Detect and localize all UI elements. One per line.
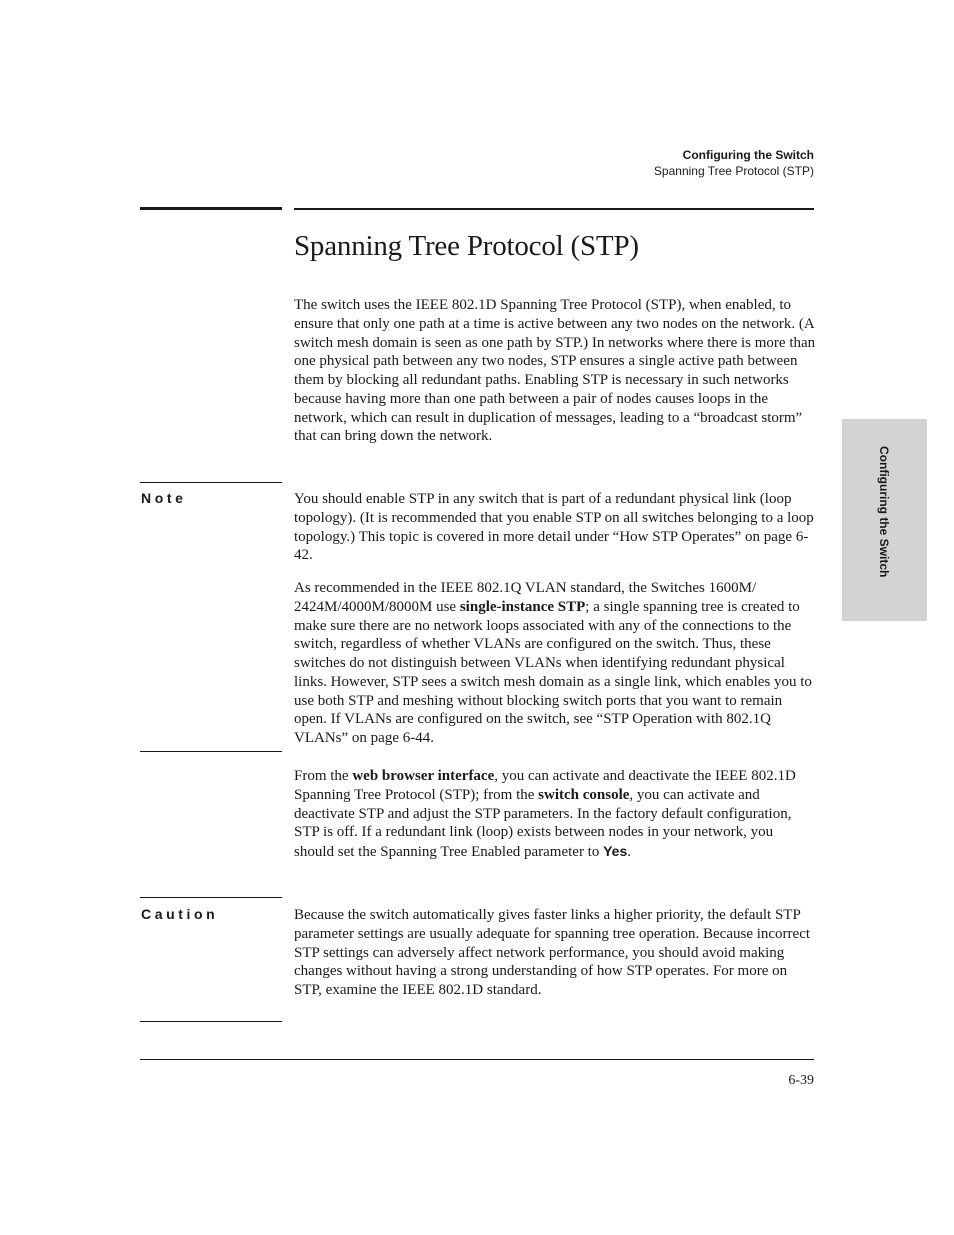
web-interface-paragraph (294, 767, 816, 862)
note-paragraph-1: You should enable STP in any switch that is part of a redundant physical link (loop topology). (It is recommended that you enable STP on all switches belonging to a loop topology.) This topic is covered in more detail under “How STP Operates” on page 6-42. (294, 491, 814, 564)
web-p-bold-1: web browser interface (352, 768, 495, 784)
web-p-bold-2: switch console (538, 786, 630, 803)
note-rule (140, 482, 282, 483)
web-p-text-2: , you can activate and deactivate the IEEE 802.1D Spanning Tree Protocol (STP); from the (294, 768, 796, 803)
intro-paragraph: The switch uses the IEEE 802.1D Spanning Tree Protocol (STP), when enabled, to ensure that only one path at a time is active between any two nodes on the network. (A switch mesh domain is seen as one path by STP.) In networks where there is more than one physical path between any two nodes, STP ensures a single active path between them by blocking all redundant paths. Enabling STP is necessary in such networks because having more than one path between a pair of nodes causes loops in the network, which can result in duplication of messages, leading to a “broadcast storm” that can bring down the network. (294, 297, 816, 445)
note-paragraph-2 (294, 579, 816, 748)
top-rule-left (140, 207, 282, 210)
web-p-bold-3: Yes (603, 843, 628, 859)
caution-label: Caution (141, 906, 219, 922)
running-header-chapter: Configuring the Switch (682, 148, 814, 162)
web-p-text-1: From the (294, 768, 353, 784)
page-number: 6-39 (788, 1073, 814, 1088)
caution-paragraph: Because the switch automatically gives faster links a higher priority, the default STP parameter settings are usually adequate for spanning tree operation. Because incorrect STP settings can adversely affect network performance, you should avoid making changes without having a strong understanding of how STP operates. For more on STP, examine the IEEE 802.1D standard. (294, 907, 811, 998)
web-p-text-3: , you can activate and deactivate STP and adjust the STP parameters. In the factory default configuration, STP is off. If a redundant link (loop) exists between nodes in your network, you should set the Spanning Tree Enabled parameter to (294, 786, 792, 860)
web-p-text-4: . (627, 844, 631, 860)
note-p2-text-1: As recommended in the IEEE 802.1Q VLAN standard, the Switches 1600M/ 2424M/4000M/8000M use (294, 580, 757, 615)
footer-rule (140, 1059, 814, 1060)
chapter-thumb-tab-label: Configuring the Switch (877, 446, 891, 578)
caution-end-rule (140, 1021, 282, 1022)
note-p2-bold: single-instance STP (459, 598, 586, 615)
note-end-rule (140, 751, 282, 752)
caution-rule (140, 897, 282, 898)
note-label: Note (141, 490, 187, 506)
note-p2-text-2: ; a single spanning tree is created to make sure there are no network loops associated with any of the connections to the switch, regardless of whether VLANs are configured on the switch. Thus, these switches do not distinguish between VLANs when identifying redundant physical links. However, STP sees a switch mesh domain as a single link, which enables you to use both STP and meshing without blocking switch ports that you want to remain open. If VLANs are configured on the switch, see “STP Operation with 802.1Q VLANs” on page 6-44. (294, 598, 812, 746)
running-header-section: Spanning Tree Protocol (STP) (653, 164, 814, 178)
page-title: Spanning Tree Protocol (STP) (294, 230, 639, 262)
top-rule-right (294, 208, 814, 210)
